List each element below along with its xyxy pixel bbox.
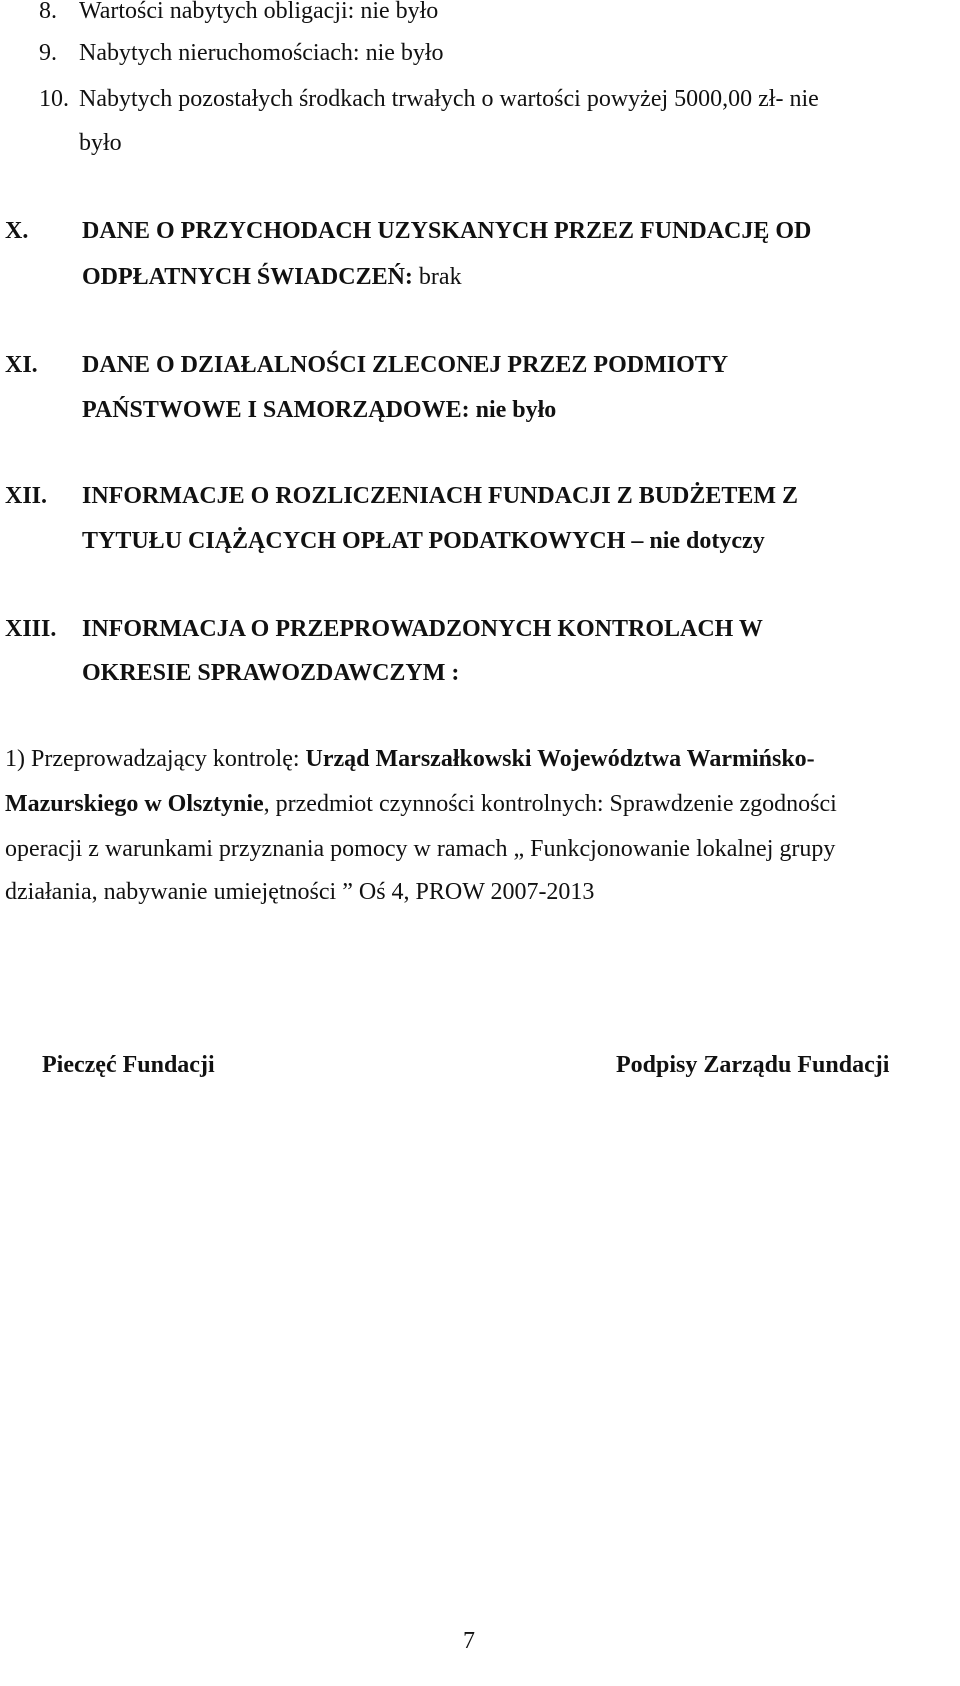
section-heading-text: PAŃSTWOWE I SAMORZĄDOWE:: [82, 397, 470, 423]
section-value: nie było: [469, 397, 557, 423]
section-value: brak: [412, 264, 462, 290]
list-item-number: 9.: [39, 40, 57, 66]
section-heading-line2: OKRESIE SPRAWOZDAWCZYM :: [82, 660, 460, 686]
section-heading: INFORMACJA O PRZEPROWADZONYCH KONTROLACH W: [82, 616, 763, 642]
inspection-subject: , przedmiot czynności kontrolnych: Sprawdzenie zgodności: [263, 791, 837, 817]
section-heading: INFORMACJE O ROZLICZENIACH FUNDACJI Z BUDŻETEM Z: [82, 483, 799, 509]
list-item-text: Wartości nabytych obligacji: nie było: [79, 0, 439, 24]
list-item: [39, 0, 438, 25]
inspection-line-4: działania, nabywanie umiejętności ” Oś 4, PROW 2007-2013: [5, 879, 595, 905]
inspector-name-part1: Urząd Marszałkowski Województwa Warmińsko-: [305, 746, 815, 772]
section-heading: DANE O PRZYCHODACH UZYSKANYCH PRZEZ FUNDACJĘ OD: [82, 218, 812, 244]
seal-label: Pieczęć Fundacji: [42, 1052, 215, 1078]
inspection-line-3: operacji z warunkami przyznania pomocy w ramach „ Funkcjonowanie lokalnej grupy: [5, 836, 836, 862]
list-item-text: Nabytych nieruchomościach: nie było: [79, 40, 444, 66]
section-heading-line2: TYTUŁU CIĄŻĄCYCH OPŁAT PODATKOWYCH – nie dotyczy: [82, 528, 765, 554]
section-heading-text: ODPŁATNYCH ŚWIADCZEŃ:: [82, 264, 413, 290]
list-item-number: 8.: [39, 0, 57, 24]
page-number: 7: [463, 1628, 475, 1654]
inspection-prefix: 1) Przeprowadzający kontrolę:: [5, 746, 306, 772]
section-number: X.: [5, 218, 29, 244]
section-number: XIII.: [5, 616, 57, 642]
section-number: XII.: [5, 483, 48, 509]
inspector-name-part2: Mazurskiego w Olsztynie: [5, 791, 264, 817]
section-heading-line2: [82, 397, 556, 424]
inspection-line-2: [5, 791, 837, 818]
section-heading-line2: [82, 264, 462, 291]
list-item-text: Nabytych pozostałych środkach trwałych o wartości powyżej 5000,00 zł- nie: [79, 86, 819, 112]
inspection-line-1: [5, 746, 815, 773]
signature-label: Podpisy Zarządu Fundacji: [616, 1052, 890, 1078]
section-heading: DANE O DZIAŁALNOŚCI ZLECONEJ PRZEZ PODMIOTY: [82, 352, 729, 378]
section-number: XI.: [5, 352, 38, 378]
list-item-number: 10.: [39, 86, 69, 112]
list-item-continuation: było: [79, 130, 122, 156]
list-item: [39, 86, 819, 113]
list-item: [39, 40, 444, 67]
